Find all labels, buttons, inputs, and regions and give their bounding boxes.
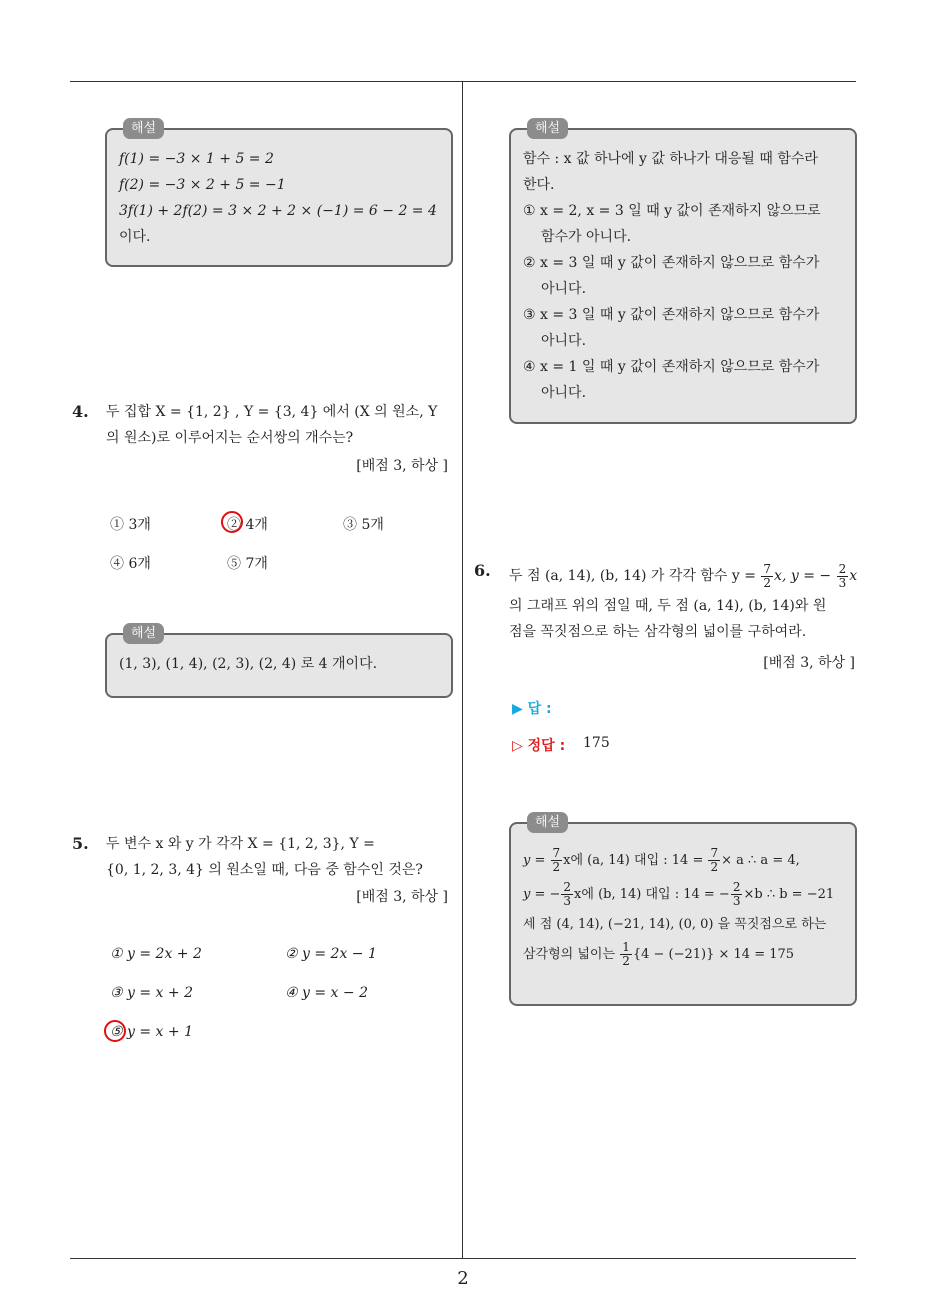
solution-line: 아니다. <box>541 281 587 297</box>
question-text <box>509 559 869 645</box>
q5-solution-box <box>509 121 857 424</box>
solution-line: y = − $\frac{2}{3}$ x에 (b, 14) 대입 : 14 = − $\frac{2}{3}$ ×b ∴ b = −21 <box>523 880 835 908</box>
solution-line: y = $\frac{7}{2}$ x에 (a, 14) 대입 : 14 = $\frac{7}{2}$ × a ∴ a = 4, <box>523 846 800 874</box>
choice-2[interactable]: ② 4개 <box>227 517 268 533</box>
question-line: 두 집합 X = {1, 2} , Y = {3, 4} 에서 (X 의 원소, Y <box>106 404 438 420</box>
question-segment: 두 점 (a, 14), (b, 14) 가 각각 함수 y = <box>509 568 756 584</box>
solution-line: ③ x = 3 일 때 y 값이 존재하지 않으므로 함수가 <box>523 307 820 323</box>
choice-4[interactable]: ④ y = x − 2 <box>285 985 368 1001</box>
choice-1[interactable]: ① y = 2x + 2 <box>110 946 202 962</box>
bottom-rule <box>70 1258 856 1259</box>
solution-tag: 해설 <box>527 118 568 139</box>
fraction: $\frac{1}{2}$ <box>622 940 630 968</box>
question-line: 의 그래프 위의 점일 때, 두 점 (a, 14), (b, 14)와 원 <box>509 598 827 614</box>
solution-line: 아니다. <box>541 385 587 401</box>
solution-line: 함수가 아니다. <box>541 229 632 245</box>
solution-line: ① x = 2, x = 3 일 때 y 값이 존재하지 않으므로 <box>523 203 821 219</box>
question-number: 5. <box>72 834 89 853</box>
q3-solution-box <box>105 121 453 267</box>
solution-tag: 해설 <box>123 623 164 644</box>
column-divider <box>462 82 463 1258</box>
fraction: $\frac{2}{3}$ <box>563 880 572 908</box>
solution-line: f(1) = −3 × 1 + 5 = 2 <box>119 151 274 167</box>
score: [배점 3, 하상 ] <box>356 458 448 474</box>
fraction: $\frac{7}{2}$ <box>552 846 561 874</box>
choice-3[interactable]: ③ 5개 <box>343 517 384 533</box>
question-text <box>106 399 456 451</box>
question-text <box>106 831 456 883</box>
solution-line: 세 점 (4, 14), (−21, 14), (0, 0) 을 꼭짓점으로 하는 <box>523 917 827 932</box>
solution-line: ④ x = 1 일 때 y 값이 존재하지 않으므로 함수가 <box>523 359 820 375</box>
question-line: 점을 꼭짓점으로 하는 삼각형의 넓이를 구하여라. <box>509 624 807 640</box>
question-segment: x <box>849 568 858 584</box>
answer-label: ▶ 답 : <box>512 701 552 717</box>
fraction: $\frac{2}{3}$ <box>838 561 847 590</box>
fraction: $\frac{2}{3}$ <box>732 880 741 908</box>
solution-tag: 해설 <box>527 812 568 833</box>
correct-answer-value: 175 <box>583 735 610 751</box>
fraction: $\frac{7}{2}$ <box>710 846 719 874</box>
score: [배점 3, 하상 ] <box>763 655 855 671</box>
fraction: $\frac{7}{2}$ <box>763 561 772 590</box>
choice-4[interactable]: ④ 6개 <box>110 556 151 572</box>
choice-2[interactable]: ② y = 2x − 1 <box>285 946 377 962</box>
selected-answer-circle <box>104 1020 126 1042</box>
solution-line: f(2) = −3 × 2 + 5 = −1 <box>119 177 286 193</box>
solution-line: 한다. <box>523 177 555 193</box>
top-rule <box>70 81 856 82</box>
q6-solution-box <box>509 815 857 1006</box>
question-line: {0, 1, 2, 3, 4} 의 원소일 때, 다음 중 함수인 것은? <box>106 862 423 878</box>
choice-3[interactable]: ③ y = x + 2 <box>110 985 193 1001</box>
question-line <box>509 559 869 593</box>
score: [배점 3, 하상 ] <box>356 889 448 905</box>
choice-1[interactable]: ① 3개 <box>110 517 151 533</box>
solution-line: 삼각형의 넓이는 $\frac{1}{2}$ {4 − (−21)} × 14 = 175 <box>523 940 795 968</box>
selected-answer-circle <box>221 511 243 533</box>
question-segment: x, y = − <box>774 568 832 584</box>
question-line: 의 원소)로 이루어지는 순서쌍의 개수는? <box>106 430 354 446</box>
question-line: 두 변수 x 와 y 가 각각 X = {1, 2, 3}, Y = <box>106 836 375 852</box>
question-number: 4. <box>72 402 89 421</box>
solution-line: 3f(1) + 2f(2) = 3 × 2 + 2 × (−1) = 6 − 2 = 4 <box>119 203 437 219</box>
solution-line: (1, 3), (1, 4), (2, 3), (2, 4) 로 4 개이다. <box>119 656 378 672</box>
page-number: 2 <box>457 1268 469 1289</box>
solution-line: 아니다. <box>541 333 587 349</box>
solution-line: 함수 : x 값 하나에 y 값 하나가 대응될 때 함수라 <box>523 151 818 167</box>
solution-line: ② x = 3 일 때 y 값이 존재하지 않으므로 함수가 <box>523 255 820 271</box>
question-number: 6. <box>474 561 491 580</box>
q4-solution-box <box>105 626 453 698</box>
solution-tag: 해설 <box>123 118 164 139</box>
solution-line: 이다. <box>119 229 151 245</box>
correct-answer-label: ▷ 정답 : <box>512 738 566 754</box>
choice-5[interactable]: ⑤ y = x + 1 <box>110 1024 193 1040</box>
choice-5[interactable]: ⑤ 7개 <box>227 556 268 572</box>
